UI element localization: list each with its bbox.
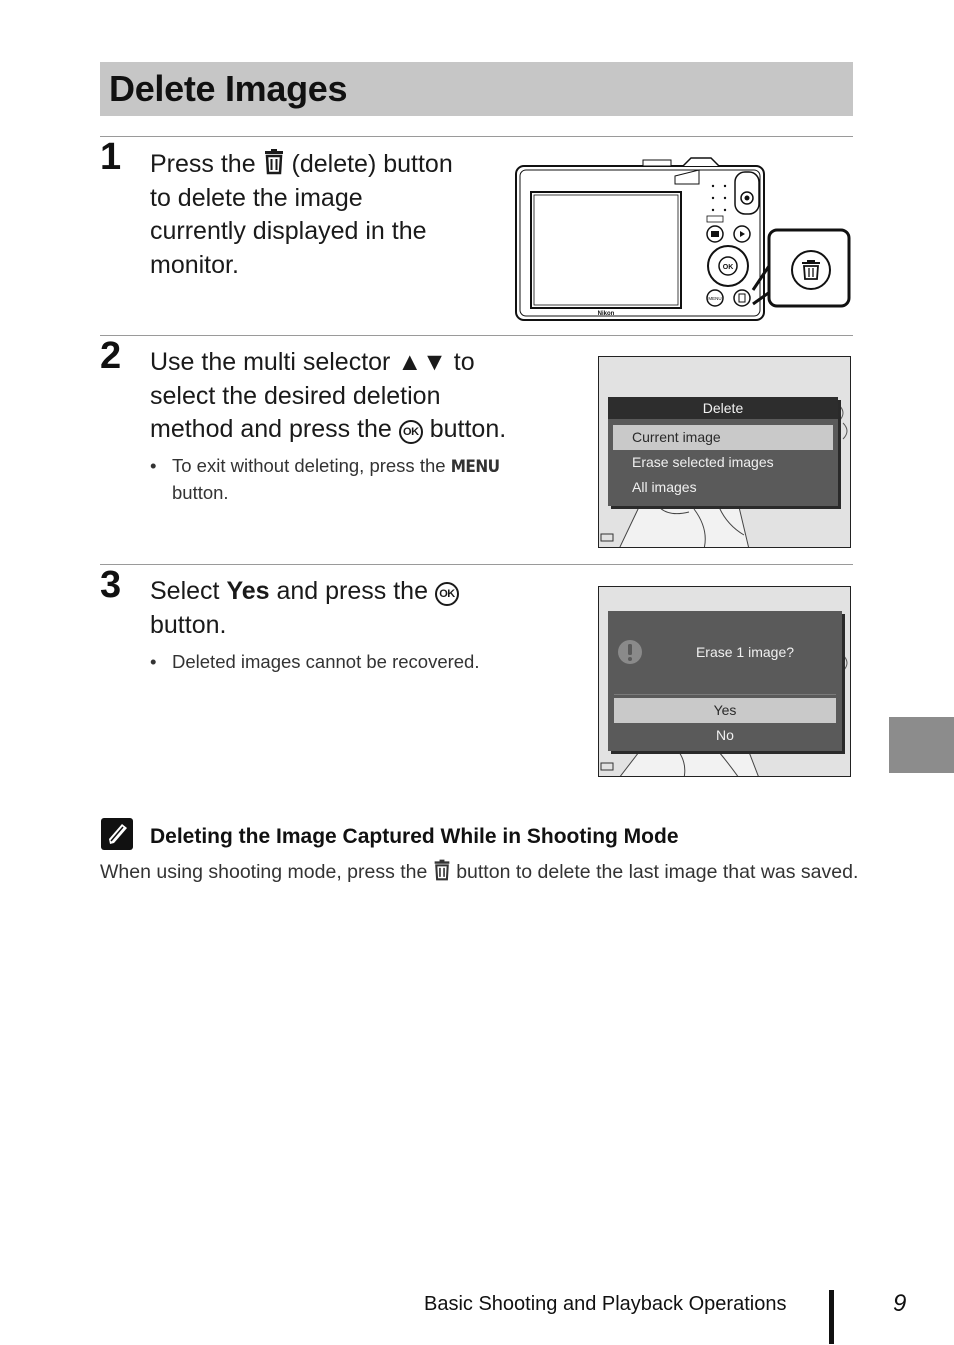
warning-icon <box>617 639 643 665</box>
menu-header: Delete <box>608 397 838 419</box>
dialog-message: Erase 1 image? <box>695 644 795 660</box>
delete-menu <box>608 397 838 506</box>
pencil-icon <box>101 818 133 850</box>
footer-divider <box>829 1290 834 1344</box>
note-title: Deleting the Image Captured While in Shooting Mode <box>150 825 679 848</box>
step-2-bullet: • To exit without deleting, press the MENU button. <box>150 453 572 506</box>
chapter-tab <box>889 717 954 773</box>
step-1-text: Press the (delete) button to delete the image currently displayed in the monitor. <box>150 147 490 282</box>
step-number: 2 <box>100 335 122 377</box>
ok-button-icon: OK <box>399 420 423 444</box>
ok-button-icon: OK <box>435 582 459 606</box>
delete-menu-screen <box>598 356 851 548</box>
page-number: 9 <box>893 1290 907 1317</box>
brand-label: Nikon <box>597 311 615 317</box>
confirm-dialog-screen <box>598 586 851 777</box>
option-no[interactable]: No <box>716 727 734 743</box>
footer-section: Basic Shooting and Playback Operations <box>424 1293 787 1315</box>
title-bar <box>100 62 853 116</box>
divider <box>100 564 853 565</box>
divider <box>100 136 853 137</box>
dialog-divider <box>614 694 836 695</box>
step-number: 3 <box>100 564 122 606</box>
option-yes[interactable]: Yes <box>614 698 836 723</box>
camera-illustration <box>513 152 858 324</box>
step-2-text: Use the multi selector ▲▼ to select the desired deletion method and press the OK button. <box>150 348 507 443</box>
confirm-dialog <box>608 611 842 751</box>
trash-icon <box>433 858 451 881</box>
arrows-icon: ▲▼ <box>397 348 447 376</box>
note-body: When using shooting mode, press the button to delete the last image that was saved. <box>100 858 860 886</box>
menu-item-erase-selected[interactable]: Erase selected images <box>632 454 774 470</box>
page-title: Delete Images <box>109 68 348 109</box>
divider <box>100 335 853 336</box>
svg-text:OK: OK <box>722 264 734 271</box>
menu-item-current-image[interactable]: Current image <box>613 425 833 450</box>
trash-icon <box>263 147 285 175</box>
menu-button-icon: MENU <box>450 457 500 477</box>
step-3-text: Select Yes and press the OK button. <box>150 575 550 642</box>
step-number: 1 <box>100 136 122 178</box>
svg-text:MENU: MENU <box>708 296 722 301</box>
menu-item-all-images[interactable]: All images <box>632 479 697 495</box>
step-3-bullet: • Deleted images cannot be recovered. <box>150 649 592 675</box>
